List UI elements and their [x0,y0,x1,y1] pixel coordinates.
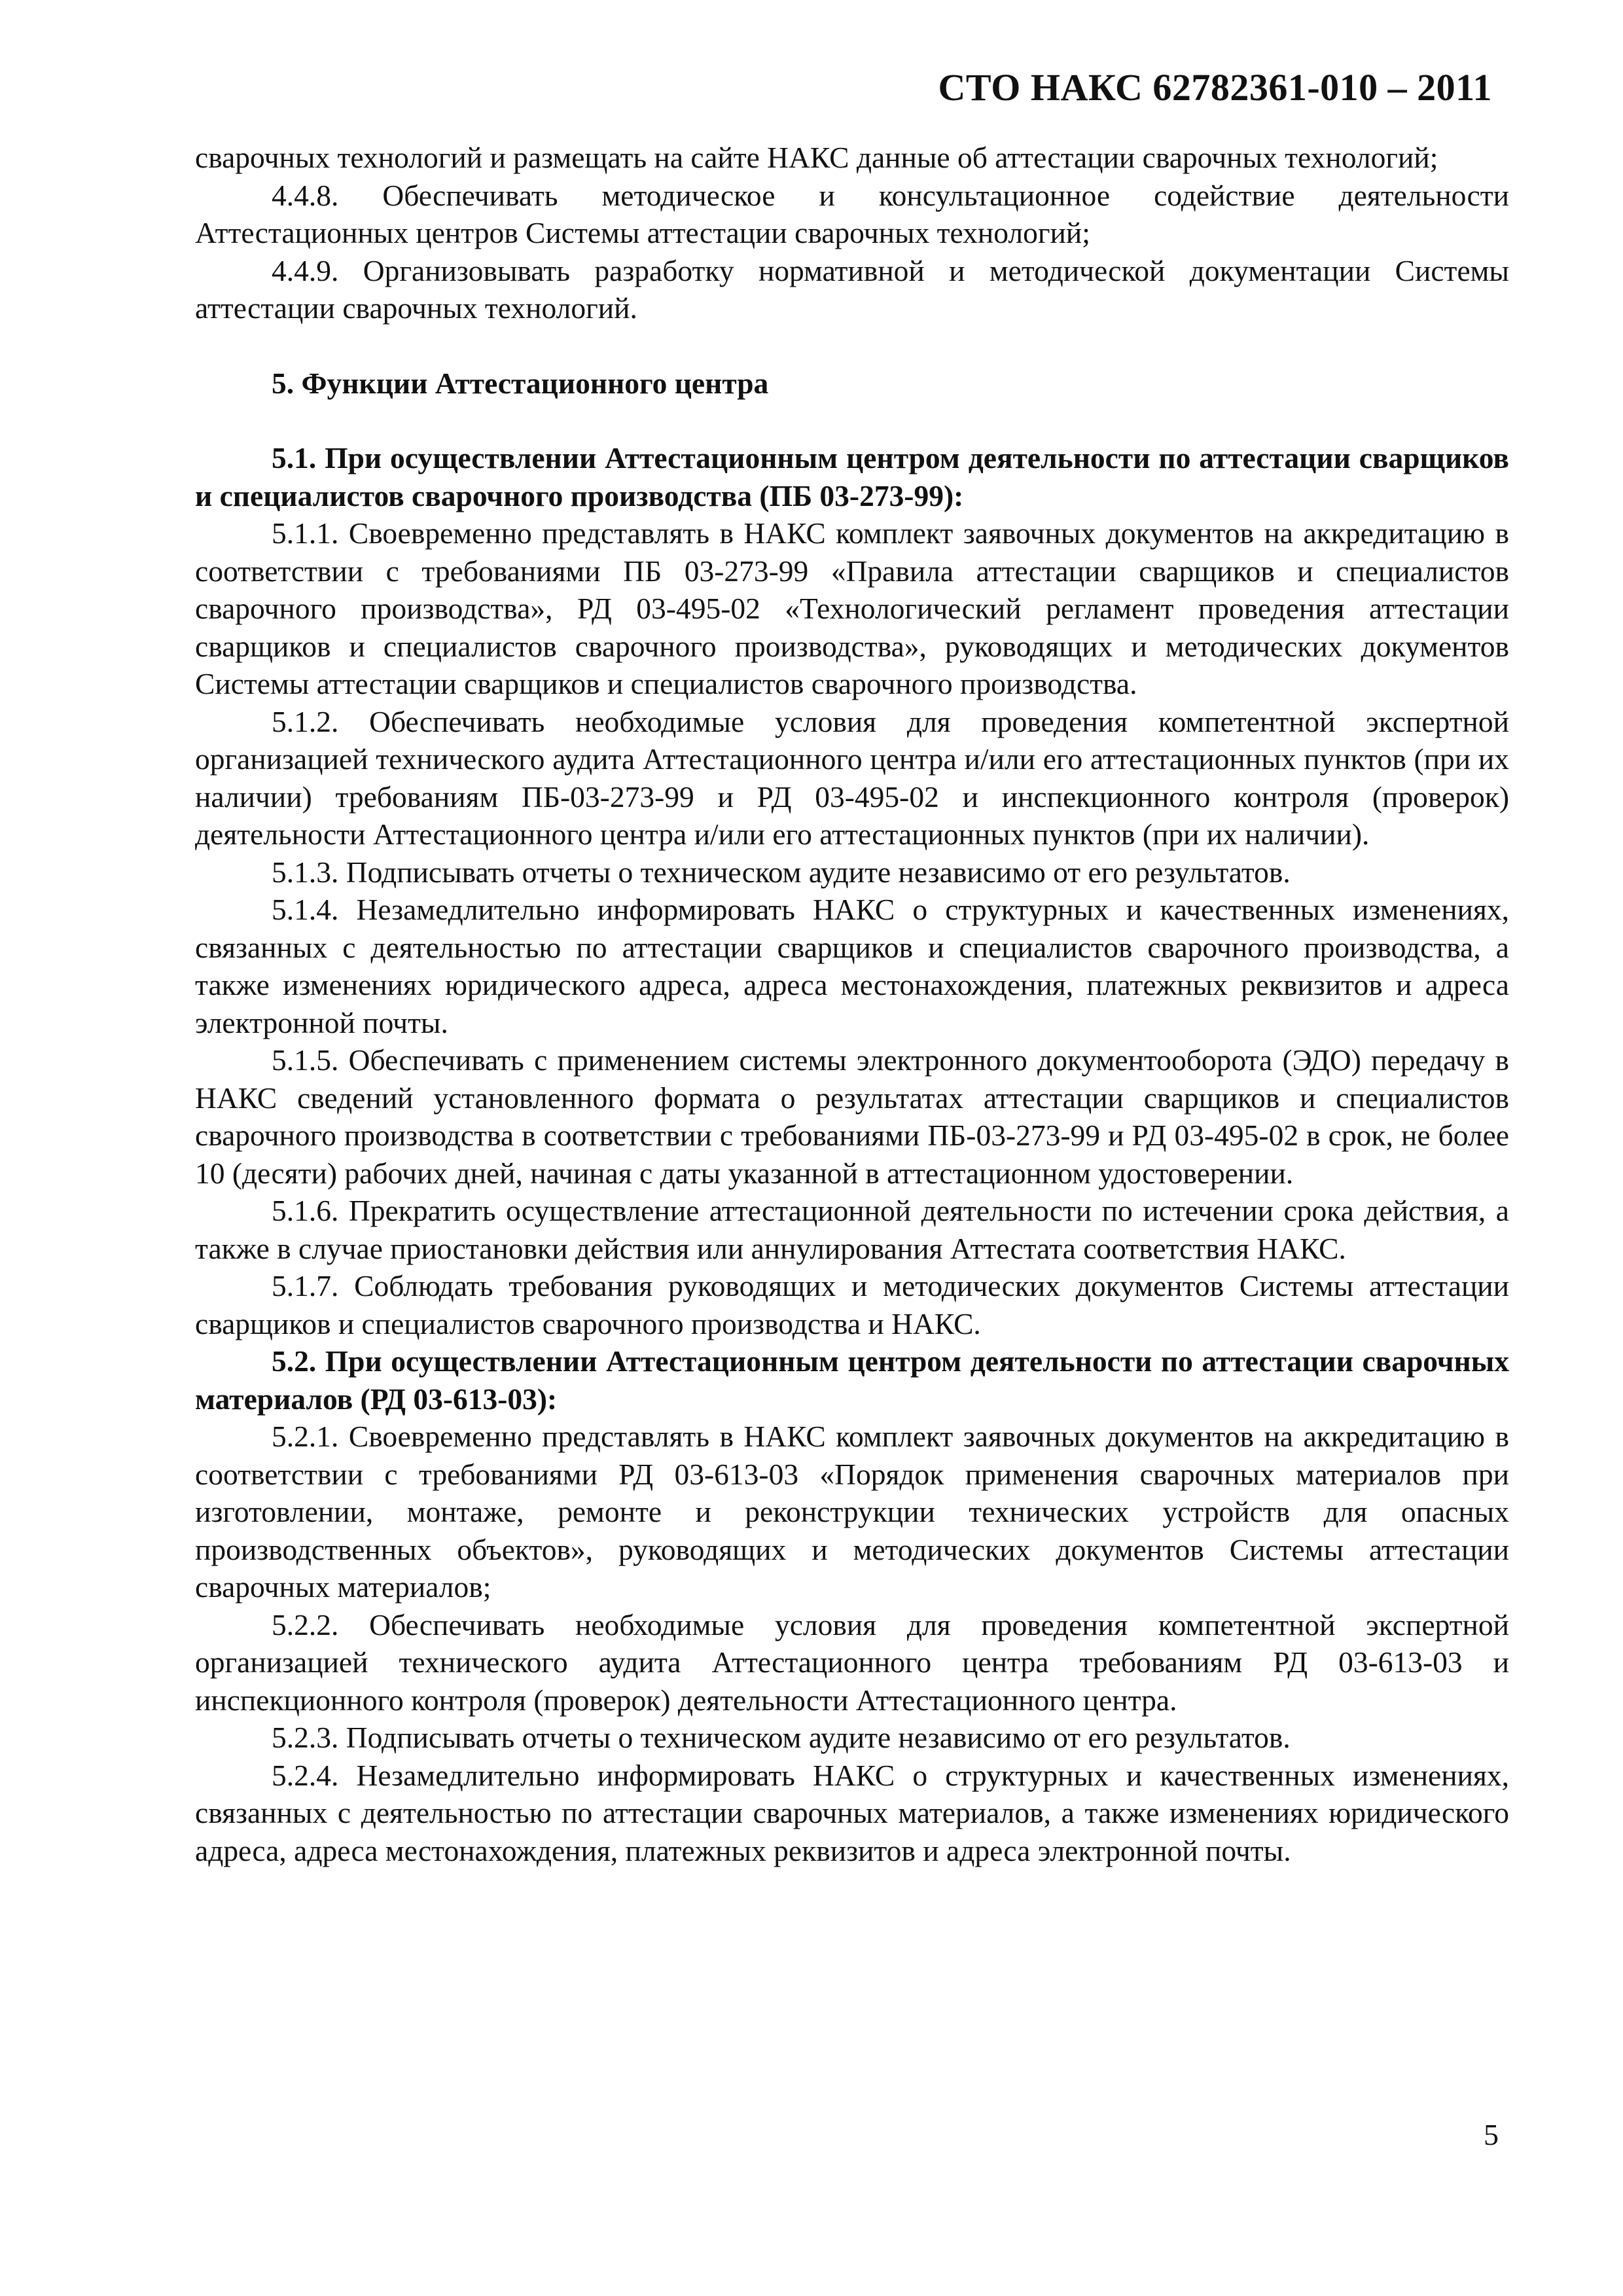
paragraph-5-1-6: 5.1.6. Прекратить осуществление аттестационной деятельности по истечении срока действия, а также в случае приостановки действия или аннулирования Аттестата соответствия НАКС. [195,1194,1509,1265]
paragraph-4-4-8: 4.4.8. Обеспечивать методическое и консультационное содействие деятельности Аттестационных центров Системы аттестации сварочных технологий; [195,178,1509,249]
paragraph-5-2-1: 5.2.1. Своевременно представлять в НАКС комплект заявочных документов на аккредитацию в соответствии с требованиями РД 03-613-03 «Порядок применения сварочных материалов при изготовлении, монтаже, ремонте и реконструкции технических устройств для опасных производственных объектов», руководящих и методических документов Системы аттестации сварочных материалов; [195,1420,1509,1604]
paragraph-5-2-3: 5.2.3. Подписывать отчеты о техническом аудите независимо от его результатов. [272,1721,1291,1754]
document-body [195,139,1509,1869]
page-number: 5 [1484,2118,1499,2151]
subsection-5-1-heading: 5.1. При осуществлении Аттестационным центром деятельности по аттестации сварщиков и специалистов сварочного производства (ПБ 03-273-99): [195,441,1509,512]
paragraph-5-1-3: 5.1.3. Подписывать отчеты о техническом аудите независимо от его результатов. [272,855,1291,889]
document-code-header: СТО НАКС 62782361-010 – 2011 [938,66,1492,109]
paragraph-5-2-2: 5.2.2. Обеспечивать необходимые условия для проведения компетентной экспертной организацией технического аудита Аттестационного центра требованиям РД 03-613-03 и инспекционного контроля (проверок) деятельности Аттестационного центра. [195,1607,1509,1717]
paragraph-continuation: сварочных технологий и размещать на сайте НАКС данные об аттестации сварочных технологий; [195,141,1438,174]
paragraph-5-2-4: 5.2.4. Незамедлительно информировать НАКС о структурных и качественных изменениях, связанных с деятельностью по аттестации сварочных материалов, а также изменениях юридического адреса, адреса местонахождения, платежных реквизитов и адреса электронной почты. [195,1758,1509,1867]
paragraph-5-1-4: 5.1.4. Незамедлительно информировать НАКС о структурных и качественных изменениях, связанных с деятельностью по аттестации сварщиков и специалистов сварочного производства, а также изменениях юридического адреса, адреса местонахождения, платежных реквизитов и адреса электронной почты. [195,893,1509,1039]
section-5-title: 5. Функции Аттестационного центра [272,366,769,400]
paragraph-5-1-1: 5.1.1. Своевременно представлять в НАКС комплект заявочных документов на аккредитацию в соответствии с требованиями ПБ 03-273-99 «Правила аттестации сварщиков и специалистов сварочного производства», РД 03-495-02 «Технологический регламент проведения аттестации сварщиков и специалистов сварочного производства», руководящих и методических документов Системы аттестации сварщиков и специалистов сварочного производства. [195,516,1509,700]
paragraph-4-4-9: 4.4.9. Организовывать разработку нормативной и методической документации Системы аттестации сварочных технологий. [195,253,1509,325]
paragraph-5-1-5: 5.1.5. Обеспечивать с применением системы электронного документооборота (ЭДО) передачу в НАКС сведений установленного формата о результатах аттестации сварщиков и специалистов сварочного производства в соответствии с требованиями ПБ-03-273-99 и РД 03-495-02 в срок, не более 10 (десяти) рабочих дней, начиная с даты указанной в аттестационном удостоверении. [195,1043,1509,1190]
paragraph-5-1-2: 5.1.2. Обеспечивать необходимые условия для проведения компетентной экспертной организацией технического аудита Аттестационного центра и/или его аттестационных пунктов (при их наличии) требованиям ПБ-03-273-99 и РД 03-495-02 и инспекционного контроля (проверок) деятельности Аттестационного центра и/или его аттестационных пунктов (при их наличии). [195,704,1509,851]
subsection-5-2-heading: 5.2. При осуществлении Аттестационным центром деятельности по аттестации сварочных материалов (РД 03-613-03): [195,1344,1509,1416]
paragraph-5-1-7: 5.1.7. Соблюдать требования руководящих и методических документов Системы аттестации сварщиков и специалистов сварочного производства и НАКС. [195,1269,1509,1340]
